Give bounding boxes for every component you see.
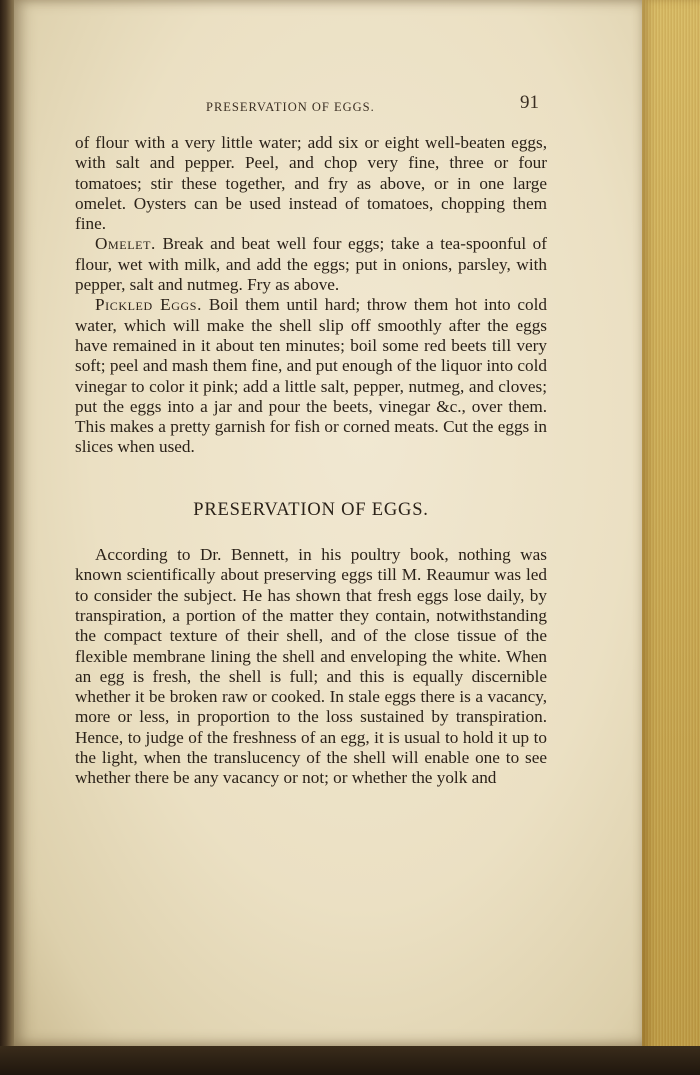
recipe-text-omelet: Break and beat well four eggs; take a tea-spoonful of flour, wet with milk, and add the eggs; put in onions, parsley, with pepper, salt and nutmeg. Fry as above. [75,234,547,295]
section-heading: PRESERVATION OF EGGS. [193,499,429,520]
recipe-title-omelet: Omelet. [95,234,156,254]
book-cover-edge [0,1046,700,1075]
paragraph-omelet [75,234,547,295]
gilt-page-edges [642,0,700,1062]
page-body [75,133,547,789]
page-number: 91 [520,92,539,113]
paragraph-pickled-eggs [75,295,547,457]
paragraph-preservation: According to Dr. Bennett, in his poultry book, nothing was known scientifically about preserving eggs till M. Reaumur was led to consider the subject. He has shown that fresh eggs lose daily, by transpiration, a portion of the matter they contain, notwithstanding the compact texture of their shell, and of the close tissue of the flexible membrane lining the shell and enveloping the white. When an egg is fresh, the shell is full; and this is equally discernible whether it be broken raw or cooked. In stale eggs there is a vacancy, more or less, in proportion to the loss sustained by transpiration. Hence, to judge of the freshness of an egg, it is usual to hold it up to the light, when the translucency of the shell will enable one to see whether there be any vacancy or not; or whether the yolk and [75,545,547,788]
paragraph-continuation: of flour with a very little water; add six or eight well-beaten eggs, with salt and pepper. Peel, and chop very fine, three or four tomatoes; stir these together, and fry as above, or in one large omelet. Oysters can be used instead of tomatoes, chopping them fine. [75,133,547,234]
recipe-title-pickled-eggs: Pickled Eggs. [95,295,202,315]
recipe-text-pickled-eggs: Boil them until hard; throw them hot into cold water, which will make the shell slip off smoothly after the eggs have remained in it about ten minutes; boil some red beets till very soft; peel and mash them fine, and put enough of the liquor into cold vinegar to color it pink; add a little salt, pepper, nutmeg, and cloves; put the eggs into a jar and pour the beets, vinegar &c., over them. This makes a pretty garnish for fish or corned meats. Cut the eggs in slices when used. [75,295,547,457]
running-head: PRESERVATION OF EGGS. [206,100,375,114]
